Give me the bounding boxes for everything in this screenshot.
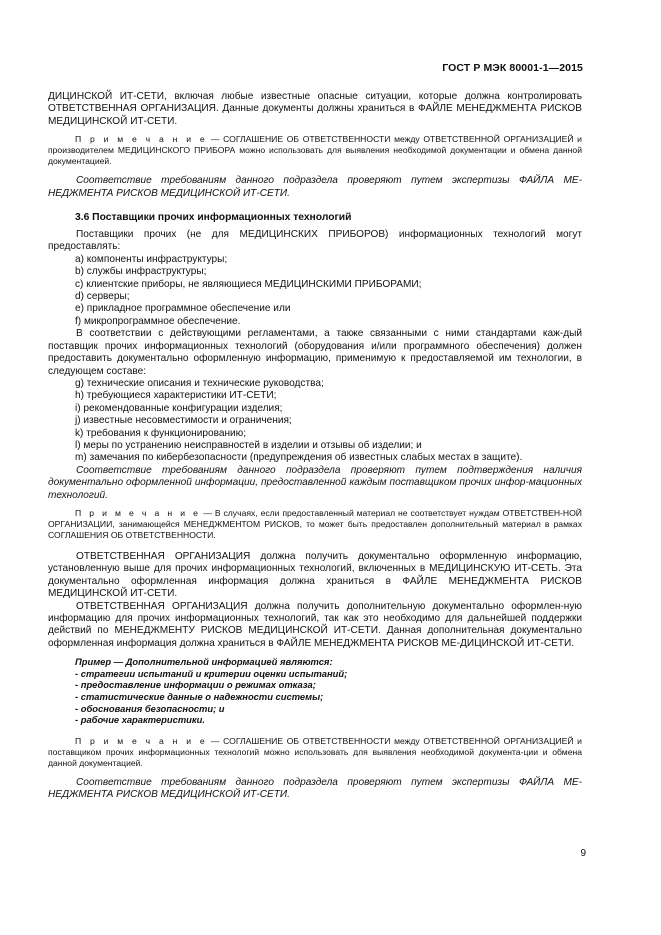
note-text: — СОГЛАШЕНИЕ ОБ ОТВЕТСТВЕННОСТИ между ОТВЕТСТВЕННОЙ ОРГАНИЗАЦИЕЙ и производителем МЕДИЦИНСКОГО ПРИБОРА можно использовать для выявления необходимой документации и обмена данной документацией. <box>48 134 582 167</box>
example-item: - стратегии испытаний и критерии оценки испытаний; <box>75 667 348 679</box>
example-item: - обоснования безопасности; и <box>75 702 225 714</box>
list-item: k) требования к функционированию; <box>75 427 247 439</box>
note-label: П р и м е ч а н и е <box>75 735 208 746</box>
list <box>48 378 582 465</box>
list-item: e) прикладное программное обеспечение или <box>75 303 291 315</box>
paragraph: В соответствии с действующими регламентами, а также связанными с ними стандартами каж-дый поставщик прочих информационных технологий (оборудования и/или программного обеспечения) должен предоставить документально оформленную информацию, применимую к предоставляемой им технологии, в следующем составе: <box>48 328 582 377</box>
example-heading: Пример — Дополнительной информацией являются: <box>75 656 333 668</box>
note-text: — СОГЛАШЕНИЕ ОБ ОТВЕТСТВЕННОСТИ между ОТВЕТСТВЕННОЙ ОРГАНИЗАЦИЕЙ и поставщиком прочих информационных технологий можно использовать для выявления необходимой документа-ции и обмена данной документацией. <box>48 735 582 768</box>
note <box>48 134 582 167</box>
list-item: a) компоненты инфраструктуры; <box>75 253 228 265</box>
example-item: - рабочие характеристики. <box>75 714 205 726</box>
compliance-statement: Соответствие требованиям данного подраздела проверяют путем подтверждения наличия документально оформленной информации, предоставленной каждым поставщиком прочих инфор-мационных технологий. <box>48 464 582 501</box>
page-number: 9 <box>580 848 586 859</box>
note <box>48 736 582 769</box>
paragraph: ОТВЕТСТВЕННАЯ ОРГАНИЗАЦИЯ должна получить дополнительную документально оформлен-ную информацию для прочих информационных технологий, так как это необходимо для дальнейшей поддержки действий по МЕНЕДЖМЕНТУ РИСКОВ МЕДИЦИНСКОЙ ИТ-СЕТИ. Данная дополнительная документально оформленная информация должна храниться в ФАЙЛЕ МЕНЕДЖМЕНТА РИСКОВ МЕ-ДИЦИНСКОЙ ИТ-СЕТИ. <box>48 600 582 649</box>
list-item: b) службы инфраструктуры; <box>75 266 207 278</box>
list-item: h) требующиеся характеристики ИТ-СЕТИ; <box>75 390 277 402</box>
list-item: i) рекомендованные конфигурации изделия; <box>75 402 283 414</box>
example-item: - предоставление информации о режимах отказа; <box>75 679 316 691</box>
example-list <box>48 668 582 726</box>
list-item: j) известные несовместимости и ограничения; <box>75 415 292 427</box>
list-item: c) клиентские приборы, не являющиеся МЕДИЦИНСКИМИ ПРИБОРАМИ; <box>75 278 422 290</box>
document-header: ГОСТ Р МЭК 80001-1—2015 <box>442 62 583 74</box>
list-item: m) замечания по кибербезопасности (предупреждения об известных слабых местах в защите). <box>75 452 523 464</box>
compliance-statement: Соответствие требованиям данного подраздела проверяют путем экспертизы ФАЙЛА МЕ-НЕДЖМЕНТА РИСКОВ МЕДИЦИНСКОЙ ИТ-СЕТИ. <box>48 776 582 801</box>
page-content <box>48 91 582 802</box>
note-label: П р и м е ч а н и е <box>75 507 201 518</box>
paragraph: Поставщики прочих (не для МЕДИЦИНСКИХ ПРИБОРОВ) информационных технологий могут предоставлять: <box>48 229 582 253</box>
list-item: l) меры по устранению неисправностей в изделии и отзывы об изделии; и <box>75 439 422 451</box>
section-heading: 3.6 Поставщики прочих информационных технологий <box>75 212 352 224</box>
paragraph: ОТВЕТСТВЕННАЯ ОРГАНИЗАЦИЯ должна получить документально оформленную информацию, установленную выше для прочих информационных технологий, включенных в МЕДИЦИНСКУЮ ИТ-СЕТЬ. Эта документально оформленная информация должна храниться в ФАЙЛЕ МЕНЕДЖМЕНТА РИСКОВ МЕДИЦИНСКОЙ ИТ-СЕТИ. <box>48 550 582 600</box>
note <box>48 508 582 541</box>
list-item: d) серверы; <box>75 291 130 303</box>
note-label: П р и м е ч а н и е <box>75 134 208 145</box>
compliance-statement: Соответствие требованиям данного подраздела проверяют путем экспертизы ФАЙЛА МЕ-НЕДЖМЕНТА РИСКОВ МЕДИЦИНСКОЙ ИТ-СЕТИ. <box>48 175 582 199</box>
note-text: — В случаях, если предоставленный материал не соответствует нуждам ОТВЕТСТВЕН-НОЙ ОРГАНИЗАЦИИ, занимающейся МЕНЕДЖМЕНТОМ РИСКОВ, то может быть предоставлен дополнительный материал в рамках СОГЛАШЕНИЯ ОБ ОТВЕТСТВЕННОСТИ. <box>48 507 582 540</box>
list-item: g) технические описания и технические руководства; <box>75 377 324 389</box>
example-item: - статистические данные о надежности системы; <box>75 691 324 702</box>
list <box>48 254 582 328</box>
list-item: f) микропрограммное обеспечение. <box>75 315 241 327</box>
paragraph: ДИЦИНСКОЙ ИТ-СЕТИ, включая любые известные опасные ситуации, которые должна контролировать ОТВЕТСТВЕННАЯ ОРГАНИЗАЦИЯ. Данные документы должны храниться в ФАЙЛЕ МЕНЕДЖМЕНТА РИСКОВ МЕДИЦИНСКОЙ ИТ-СЕТИ. <box>48 91 582 127</box>
